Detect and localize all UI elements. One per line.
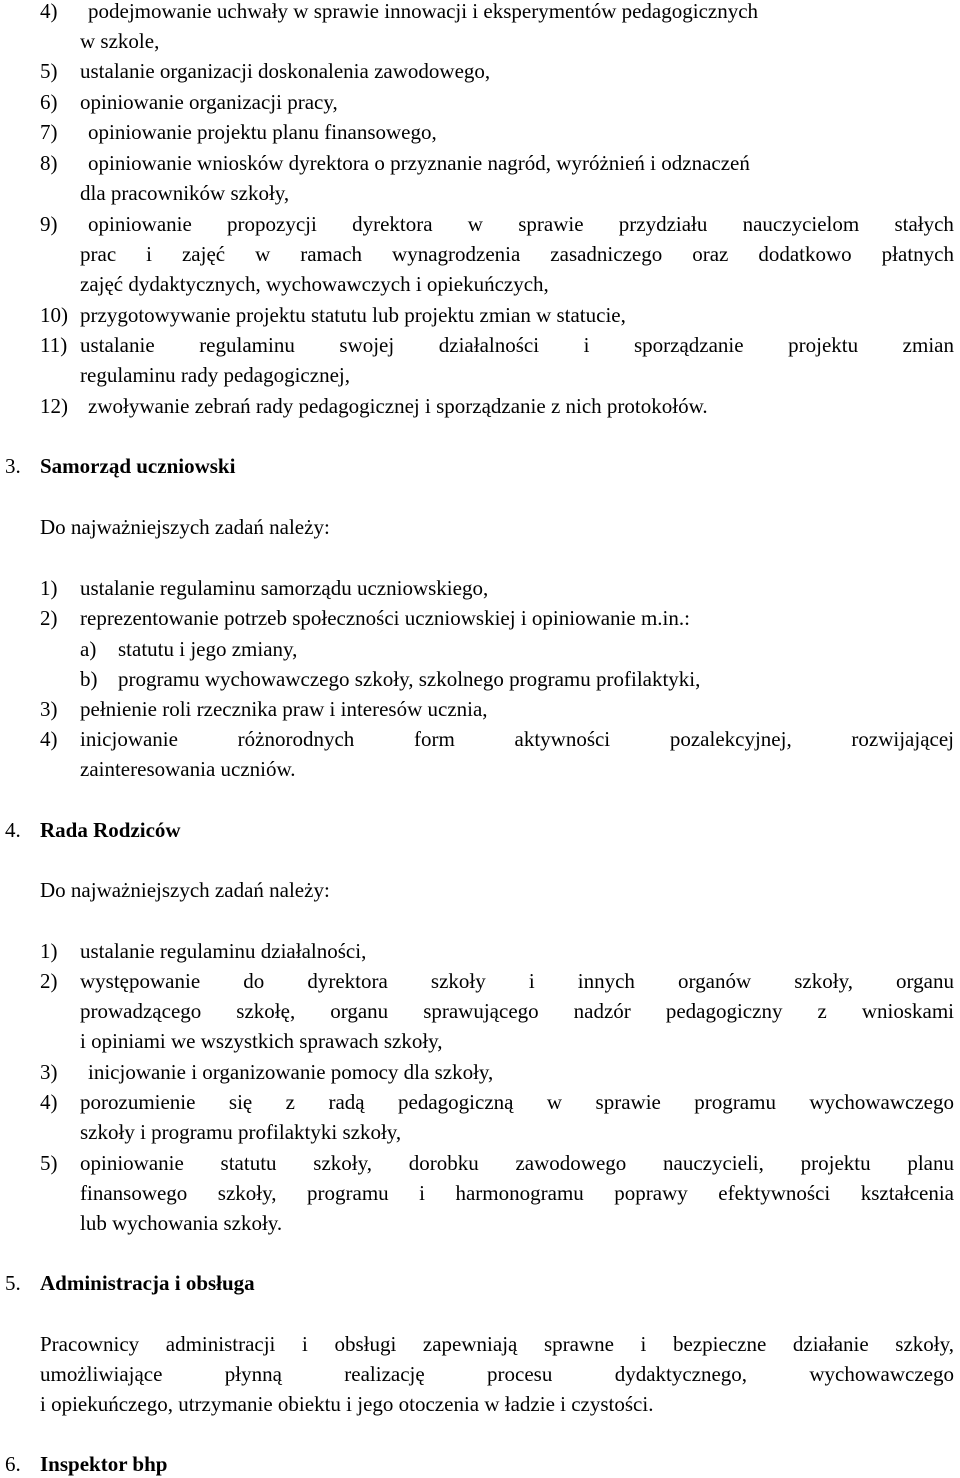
list-letter: b) [80, 667, 98, 691]
section-intro: Do najważniejszych zadań należy: [40, 878, 330, 902]
list-number: 1) [40, 939, 58, 963]
list-number: 9) [40, 212, 58, 236]
section-title: Inspektor bhp [40, 1452, 168, 1476]
list-number: 4) [40, 727, 58, 751]
section-intro: Do najważniejszych zadań należy: [40, 515, 330, 539]
list-number: 11) [40, 333, 68, 357]
list-item-text: opiniowanie propozycji dyrektora w sprawie przydziału nauczycielom stałych [88, 212, 954, 236]
list-number: 12) [40, 394, 68, 418]
list-item-text: ustalanie organizacji doskonalenia zawodowego, [80, 59, 491, 83]
list-item-text: i opiniami we wszystkich sprawach szkoły, [80, 1029, 443, 1053]
list-item-text: podejmowanie uchwały w sprawie innowacji i eksperymentów pedagogicznych [88, 0, 759, 23]
section-number: 6. [5, 1452, 21, 1476]
list-number: 4) [40, 0, 58, 23]
list-number: 3) [40, 697, 58, 721]
paragraph-line: umożliwiające płynną realizację procesu dydaktycznego, wychowawczego [40, 1362, 954, 1386]
list-number: 8) [40, 151, 58, 175]
list-number: 10) [40, 303, 68, 327]
list-item-text: statutu i jego zmiany, [118, 637, 298, 661]
list-item-text: opiniowanie statutu szkoły, dorobku zawodowego nauczycieli, projektu planu [80, 1151, 954, 1175]
list-number: 6) [40, 90, 58, 114]
list-item-text: opiniowanie projektu planu finansowego, [88, 120, 437, 144]
section-number: 4. [5, 818, 21, 842]
paragraph-line: Pracownicy administracji i obsługi zapewniają sprawne i bezpieczne działanie szkoły, [40, 1332, 954, 1356]
list-item-text: ustalanie regulaminu działalności, [80, 939, 367, 963]
list-item-text: dla pracowników szkoły, [80, 181, 290, 205]
list-item-text: porozumienie się z radą pedagogiczną w sprawie programu wychowawczego [80, 1090, 954, 1114]
list-item-text: w szkole, [80, 29, 160, 53]
list-item-text: zajęć dydaktycznych, wychowawczych i opiekuńczych, [80, 272, 549, 296]
section-title: Samorząd uczniowski [40, 454, 236, 478]
list-item-text: programu wychowawczego szkoły, szkolnego programu profilaktyki, [118, 667, 701, 691]
list-item-text: przygotowywanie projektu statutu lub projektu zmian w statucie, [80, 303, 626, 327]
list-item-text: ustalanie regulaminu swojej działalności i sporządzanie projektu zmian [80, 333, 954, 357]
list-number: 5) [40, 1151, 58, 1175]
list-number: 7) [40, 120, 58, 144]
list-item-text: inicjowanie i organizowanie pomocy dla szkoły, [88, 1060, 494, 1084]
list-item-text: ustalanie regulaminu samorządu uczniowskiego, [80, 576, 489, 600]
list-number: 1) [40, 576, 58, 600]
section-title: Administracja i obsługa [40, 1271, 255, 1295]
section-number: 3. [5, 454, 21, 478]
list-item-text: pełnienie roli rzecznika praw i interesów ucznia, [80, 697, 488, 721]
list-number: 2) [40, 969, 58, 993]
list-item-text: prowadzącego szkołę, organu sprawującego nadzór pedagogiczny z wnioskami [80, 999, 954, 1023]
list-item-text: inicjowanie różnorodnych form aktywności pozalekcyjnej, rozwijającej [80, 727, 954, 751]
list-number: 5) [40, 59, 58, 83]
list-letter: a) [80, 637, 97, 661]
list-number: 3) [40, 1060, 58, 1084]
list-item-text: zwoływanie zebrań rady pedagogicznej i sporządzanie z nich protokołów. [88, 394, 708, 418]
section-number: 5. [5, 1271, 21, 1295]
list-item-text: występowanie do dyrektora szkoły i innych organów szkoły, organu [80, 969, 954, 993]
list-item-text: szkoły i programu profilaktyki szkoły, [80, 1120, 402, 1144]
list-item-text: finansowego szkoły, programu i harmonogramu poprawy efektywności kształcenia [80, 1181, 954, 1205]
list-item-text: opiniowanie wniosków dyrektora o przyznanie nagród, wyróżnień i odznaczeń [88, 151, 750, 175]
section-title: Rada Rodziców [40, 818, 181, 842]
list-item-text: prac i zajęć w ramach wynagrodzenia zasadniczego oraz dodatkowo płatnych [80, 242, 954, 266]
list-item-text: lub wychowania szkoły. [80, 1211, 283, 1235]
list-item-text: regulaminu rady pedagogicznej, [80, 363, 350, 387]
list-item-text: reprezentowanie potrzeb społeczności uczniowskiej i opiniowanie m.in.: [80, 606, 690, 630]
list-number: 4) [40, 1090, 58, 1114]
paragraph-line: i opiekuńczego, utrzymanie obiektu i jego otoczenia w ładzie i czystości. [40, 1392, 654, 1416]
list-number: 2) [40, 606, 58, 630]
list-item-text: opiniowanie organizacji pracy, [80, 90, 338, 114]
list-item-text: zainteresowania uczniów. [80, 757, 296, 781]
